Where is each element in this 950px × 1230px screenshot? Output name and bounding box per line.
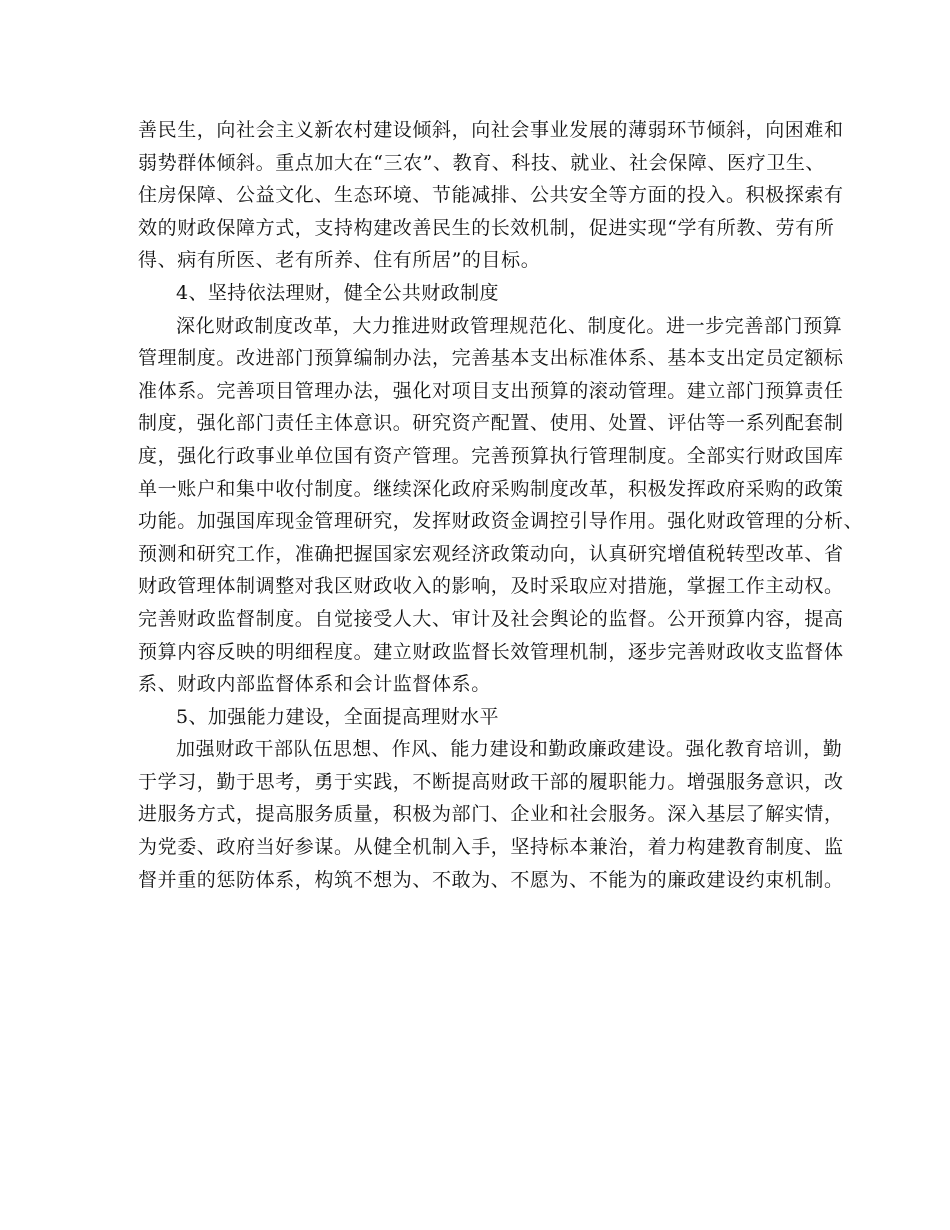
text-line: 为党委、政府当好参谋。从健全机制入手，坚持标本兼治，着力构建教育制度、监 <box>138 836 844 859</box>
text-line: 单一账户和集中收付制度。继续深化政府采购制度改革，积极发挥政府采购的政策 <box>138 477 844 500</box>
paragraph-fiscal-system <box>138 310 864 701</box>
text-line: 进服务方式，提高服务质量，积极为部门、企业和社会服务。深入基层了解实情， <box>138 803 844 826</box>
section-heading-5: 5、加强能力建设，全面提高理财水平 <box>176 705 499 728</box>
section-heading-4: 4、坚持依法理财，健全公共财政制度 <box>176 281 499 304</box>
text-line: 准体系。完善项目管理办法，强化对项目支出预算的滚动管理。建立部门预算责任 <box>138 379 844 402</box>
text-line: 财政管理体制调整对我区财政收入的影响，及时采取应对措施，掌握工作主动权。 <box>138 575 844 598</box>
text-line: 制度，强化部门责任主体意识。研究资产配置、使用、处置、评估等一系列配套制 <box>138 412 844 435</box>
text-line: 善民生，向社会主义新农村建设倾斜，向社会事业发展的薄弱环节倾斜，向困难和 <box>138 119 844 141</box>
text-line: 度，强化行政事业单位国有资产管理。完善预算执行管理制度。全部实行财政国库 <box>138 444 844 467</box>
text-line: 完善财政监督制度。自觉接受人大、审计及社会舆论的监督。公开预算内容，提高 <box>138 607 844 630</box>
paragraph-livelihood-continued <box>138 114 844 277</box>
text-line: 系、财政内部监督体系和会计监督体系。 <box>138 673 491 696</box>
text-line: 住房保障、公益文化、生态环境、节能减排、公共安全等方面的投入。积极探索有 <box>138 184 844 207</box>
text-line: 弱势群体倾斜。重点加大在“三农”、教育、科技、就业、社会保障、医疗卫生、 <box>138 151 826 174</box>
text-line: 于学习，勤于思考，勇于实践，不断提高财政干部的履职能力。增强服务意识，改 <box>138 770 844 793</box>
text-line: 加强财政干部队伍思想、作风、能力建设和勤政廉政建设。强化教育培训，勤 <box>176 738 843 761</box>
text-line: 深化财政制度改革，大力推进财政管理规范化、制度化。进一步完善部门预算 <box>176 314 843 337</box>
paragraph-capacity-building <box>138 733 844 896</box>
text-line: 预算内容反映的明细程度。建立财政监督长效管理机制，逐步完善财政收支监督体 <box>138 640 844 663</box>
text-line: 管理制度。改进部门预算编制办法，完善基本支出标准体系、基本支出定员定额标 <box>138 347 844 370</box>
text-line: 效的财政保障方式，支持构建改善民生的长效机制，促进实现“学有所教、劳有所 <box>138 216 835 239</box>
text-line: 预测和研究工作，准确把握国家宏观经济政策动向，认真研究增值税转型改革、省 <box>138 542 844 565</box>
document-body <box>138 114 864 896</box>
text-line: 功能。加强国库现金管理研究，发挥财政资金调控引导作用。强化财政管理的分析、 <box>138 510 864 533</box>
text-line: 得、病有所医、老有所养、住有所居”的目标。 <box>138 249 541 272</box>
text-line: 督并重的惩防体系，构筑不想为、不敢为、不愿为、不能为的廉政建设约束机制。 <box>138 868 844 891</box>
